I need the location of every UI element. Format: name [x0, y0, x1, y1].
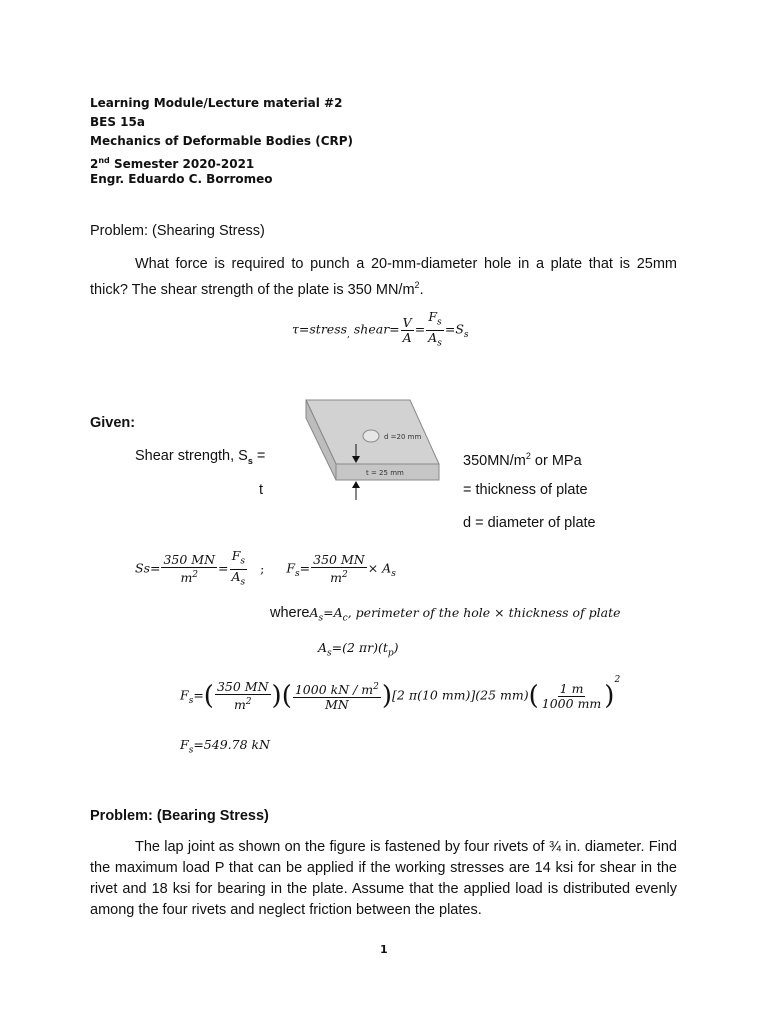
shear-strength-label: Shear strength, $S_s$ = — [135, 448, 266, 466]
problem1-title: Problem: (Shearing Stress) — [90, 223, 265, 239]
force-formula: Ss= $\frac{350 MN}{m^2}$ = $\frac{F_s}{A_s}$ ; $F_s=$ $\frac{350 MN}{m^2}$ × $A_s$ — [135, 548, 396, 587]
force-calculation: $F_s=$( $\frac{350 MN}{m^2}$ )( $\frac{1000 kN / m^2}{MN}$ )[2 π(10 mm)](25 mm)( $\frac{1 m}{1000 mm}$ )$^2$ — [180, 675, 621, 713]
where-line: $whereA_s=A_c$, perimeter of the hole × thickness of plate — [270, 605, 621, 624]
thickness-annotation: t = 25 mm — [366, 469, 404, 477]
header-instructor: Engr. Eduardo C. Borromeo — [90, 172, 273, 186]
diameter-annotation: d =20 mm — [384, 433, 422, 441]
problem2-text: The lap joint as shown on the figure is fastened by four rivets of ¾ in. diameter. Find the maximum load P that can be applied if the working stresses are 14 ksi for shear in the rivet and 18 ksi for bearing in the plate. Assume that the applied load is distributed evenly among the four rivets and neglect friction between the plates. — [90, 839, 677, 918]
given-label: Given: — [90, 415, 136, 431]
header-course-code: BES 15a — [90, 115, 145, 129]
header-course-title: Mechanics of Deformable Bodies (CRP) — [90, 134, 354, 148]
area-formula: $A_s=(2$ $\pi r)(t_p)$ — [318, 640, 399, 659]
page-number: 1 — [380, 943, 388, 956]
shear-stress-formula: τ=stress$_,$ shear= $\frac{V}{A}$ = $\frac{F_s}{A_s}$ $=S_s$ — [292, 309, 469, 348]
header-module: Learning Module/Lecture material #2 — [90, 96, 343, 110]
thickness-description: = thickness of plate — [463, 482, 588, 498]
header-semester: 2nd Semester 2020-2021 — [90, 156, 255, 171]
shear-strength-value: $350MN/m^2$ or MPa — [463, 451, 582, 469]
plate-diagram — [304, 398, 444, 502]
force-result: $F_s=549.78$ kN — [180, 737, 271, 756]
problem2-title: Problem: (Bearing Stress) — [90, 808, 269, 824]
thickness-symbol: t — [259, 482, 264, 498]
problem1-text: What force is required to punch a 20-mm-diameter hole in a plate that is 25mm thick? The shear strength of the plate is 350 $MN/m^2$. — [90, 256, 677, 298]
diameter-description: d = diameter of plate — [463, 515, 596, 531]
